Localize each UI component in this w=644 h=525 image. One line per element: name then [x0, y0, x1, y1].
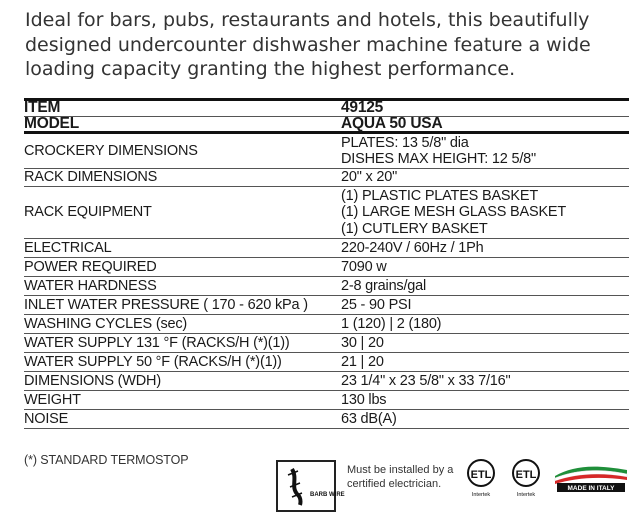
spec-value: [341, 277, 629, 295]
spec-value-line: (1) LARGE MESH GLASS BASKET: [341, 204, 567, 221]
made-in-italy-text: MADE IN ITALY: [567, 485, 615, 492]
spec-table: [24, 98, 629, 429]
spec-label: WATER SUPPLY 50 °F (RACKS/H (*)(1)): [24, 353, 282, 370]
barb-wire-badge: [276, 460, 345, 512]
spec-value-line: 30 | 20: [341, 334, 384, 351]
spec-label: WEIGHT: [24, 391, 81, 408]
spec-value: [341, 239, 629, 257]
spec-label: CROCKERY DIMENSIONS: [24, 142, 198, 159]
spec-value-line: 25 - 90 PSI: [341, 296, 412, 313]
spec-label: NOISE: [24, 410, 69, 427]
barb-wire-label: BARB WIRE: [310, 492, 345, 498]
spec-row: [24, 372, 629, 391]
installation-note: Must be installed by a certified electrician.: [347, 464, 454, 490]
spec-value-line: (1) PLASTIC PLATES BASKET: [341, 187, 538, 204]
spec-label: ELECTRICAL: [24, 239, 112, 256]
spec-row: [24, 114, 629, 134]
etl-mark-text-2: ETL: [515, 469, 537, 481]
etl-certification-icon: [463, 458, 499, 498]
spec-value: [341, 334, 629, 352]
spec-label: RACK DIMENSIONS: [24, 169, 158, 186]
spec-value-line: 1 (120) | 2 (180): [341, 315, 442, 332]
spec-row: [24, 296, 629, 315]
spec-value-line: AQUA 50 USA: [341, 114, 443, 132]
spec-label: POWER REQUIRED: [24, 258, 157, 275]
spec-value-line: 2-8 grains/gal: [341, 277, 427, 294]
spec-value: [341, 296, 629, 314]
spec-value: [341, 134, 629, 168]
spec-row: [24, 277, 629, 296]
description-line-1: Ideal for bars, pubs, restaurants and hotels, this beautifully: [25, 9, 590, 31]
description-line-3: loading capacity granting the highest performance.: [25, 58, 516, 80]
spec-value-line: 21 | 20: [341, 353, 384, 370]
description-line-2: designed undercounter dishwasher machine feature a wide: [25, 33, 591, 56]
spec-label: DIMENSIONS (WDH): [24, 372, 161, 389]
spec-value-line: 7090 w: [341, 258, 387, 275]
spec-row: [24, 334, 629, 353]
made-in-italy-icon: [553, 464, 629, 494]
spec-value-line: 130 lbs: [341, 391, 387, 408]
spec-value: [341, 187, 629, 238]
spec-row: [24, 169, 629, 187]
etl-mark-text: ETL: [470, 469, 492, 481]
spec-value-line: DISHES MAX HEIGHT: 12 5/8": [341, 151, 536, 167]
spec-value-line: 220-240V / 60Hz / 1Ph: [341, 239, 484, 256]
spec-value: [341, 353, 629, 371]
spec-value: [341, 315, 629, 333]
spec-value: [341, 372, 629, 390]
spec-row: [24, 353, 629, 372]
spec-label: INLET WATER PRESSURE ( 170 - 620 kPa ): [24, 296, 308, 313]
spec-label: WATER HARDNESS: [24, 277, 157, 294]
spec-row: [24, 391, 629, 410]
spec-row: [24, 101, 629, 117]
spec-row: [24, 410, 629, 429]
spec-value-line: 20" x 20": [341, 169, 398, 186]
product-description: [25, 8, 625, 82]
spec-value-line: 49125: [341, 99, 384, 117]
spec-value: [341, 258, 629, 276]
etl-sanitation-icon: [508, 458, 544, 498]
spec-value: [341, 114, 629, 132]
spec-row: [24, 187, 629, 239]
spec-value-line: 23 1/4" x 23 5/8" x 33 7/16": [341, 372, 511, 389]
spec-label: MODEL: [24, 114, 79, 132]
spec-value: [341, 101, 629, 116]
spec-row: [24, 258, 629, 277]
etl-sub-text-2: Intertek: [516, 492, 536, 498]
spec-value: [341, 169, 629, 186]
spec-value-line: PLATES: 13 5/8" dia: [341, 134, 469, 151]
spec-label: WATER SUPPLY 131 °F (RACKS/H (*)(1)): [24, 334, 290, 351]
barb-wire-icon: [284, 465, 314, 507]
spec-label: WASHING CYCLES (sec): [24, 315, 188, 332]
spec-value: [341, 410, 629, 428]
spec-value-line: (1) CUTLERY BASKET: [341, 220, 488, 237]
footnote: (*) STANDARD TERMOSTOP: [24, 453, 189, 467]
spec-row: [24, 239, 629, 258]
spec-row: [24, 134, 629, 169]
spec-row: [24, 315, 629, 334]
spec-value-line: 63 dB(A): [341, 410, 397, 427]
spec-label: RACK EQUIPMENT: [24, 204, 152, 221]
spec-value: [341, 391, 629, 409]
etl-sub-text: Intertek: [471, 492, 491, 498]
spec-label: ITEM: [24, 99, 61, 117]
